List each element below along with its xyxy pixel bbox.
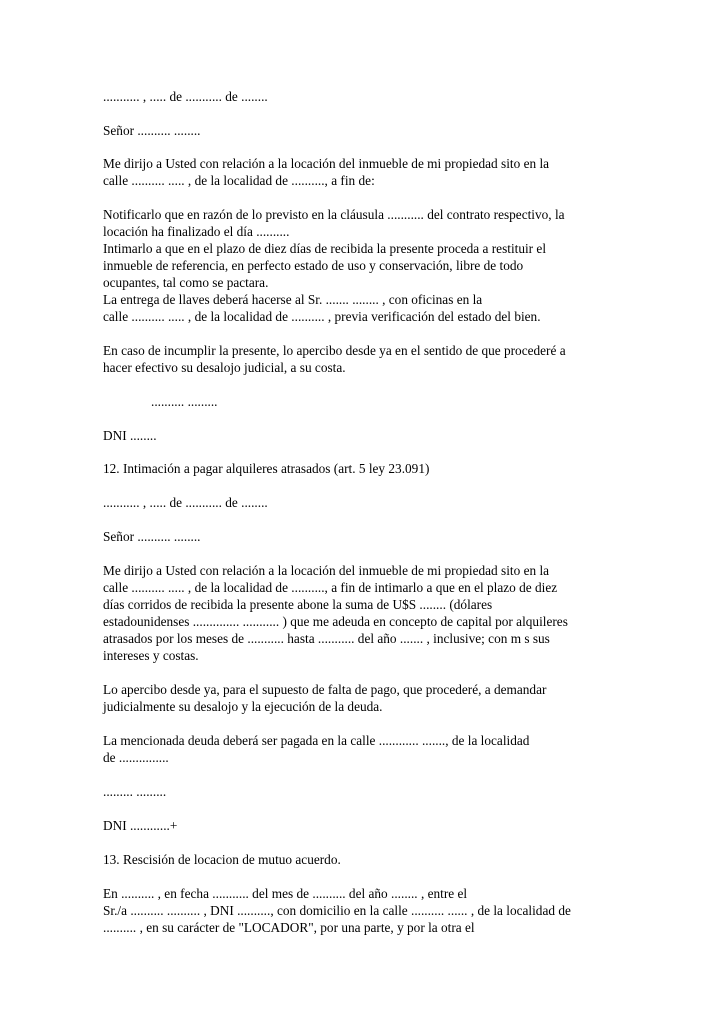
signature-line: ......... ......... [103,784,167,799]
signature-line: .......... ......... [151,394,218,409]
paragraph-line: Me dirijo a Usted con relación a la locación del inmueble de mi propiedad sito en la [103,156,550,171]
date-line: ........... , ..... de ........... de ........ [103,495,268,510]
paragraph-line: estadounidenses .............. ........... ) que me adeuda en concepto de capital por alquileres [103,614,568,629]
paragraph-line: calle .......... ..... , de la localidad de .......... , previa verificación del estado del bien. [103,309,541,324]
dni-line: DNI ............+ [103,818,178,833]
paragraph-line: Me dirijo a Usted con relación a la locación del inmueble de mi propiedad sito en la [103,563,550,578]
section-heading: 12. Intimación a pagar alquileres atrasados (art. 5 ley 23.091) [103,461,430,476]
paragraph-line: locación ha finalizado el día .......... [103,224,290,239]
paragraph-line: Lo apercibo desde ya, para el supuesto de falta de pago, que procederé, a demandar [103,682,547,697]
paragraph-line: intereses y costas. [103,648,199,663]
addressee-line: Señor .......... ........ [103,529,201,544]
addressee-line: Señor .......... ........ [103,123,201,138]
paragraph-line: inmueble de referencia, en perfecto estado de uso y conservación, libre de todo [103,258,524,273]
date-line: ........... , ..... de ........... de ........ [103,89,268,104]
paragraph-line: calle .......... ..... , de la localidad de .........., a fin de: [103,173,375,188]
paragraph-line: judicialmente su desalojo y la ejecución de la deuda. [103,699,383,714]
paragraph-line: .......... , en su carácter de "LOCADOR", por una parte, y por la otra el [103,920,475,935]
paragraph-line: días corridos de recibida la presente abone la suma de U$S ........ (dólares [103,597,493,612]
paragraph-line: Sr./a .......... .......... , DNI .........., con domicilio en la calle .......... ...... , de la localidad de [103,903,571,918]
paragraph-line: La mencionada deuda deberá ser pagada en la calle ............ ......., de la localidad [103,733,530,748]
paragraph-line: de ............... [103,750,169,765]
paragraph-line: hacer efectivo su desalojo judicial, a su costa. [103,360,346,375]
paragraph-line: ocupantes, tal como se pactara. [103,275,269,290]
paragraph-line: La entrega de llaves deberá hacerse al Sr. ....... ........ , con oficinas en la [103,292,483,307]
paragraph-line: atrasados por los meses de ........... hasta ........... del año ....... , inclusive; con m s sus [103,631,550,646]
section-heading: 13. Rescisión de locacion de mutuo acuerdo. [103,852,341,867]
dni-line: DNI ........ [103,428,157,443]
paragraph-line: calle .......... ..... , de la localidad de .........., a fin de intimarlo a que en el plazo de diez [103,580,558,595]
paragraph-line: Intimarlo a que en el plazo de diez días de recibida la presente proceda a restituir el [103,241,547,256]
paragraph-line: Notificarlo que en razón de lo previsto en la cláusula ........... del contrato respectivo, la [103,207,565,222]
paragraph-line: En caso de incumplir la presente, lo apercibo desde ya en el sentido de que procederé a [103,343,566,358]
paragraph-line: En .......... , en fecha ........... del mes de .......... del año ........ , entre el [103,886,468,901]
